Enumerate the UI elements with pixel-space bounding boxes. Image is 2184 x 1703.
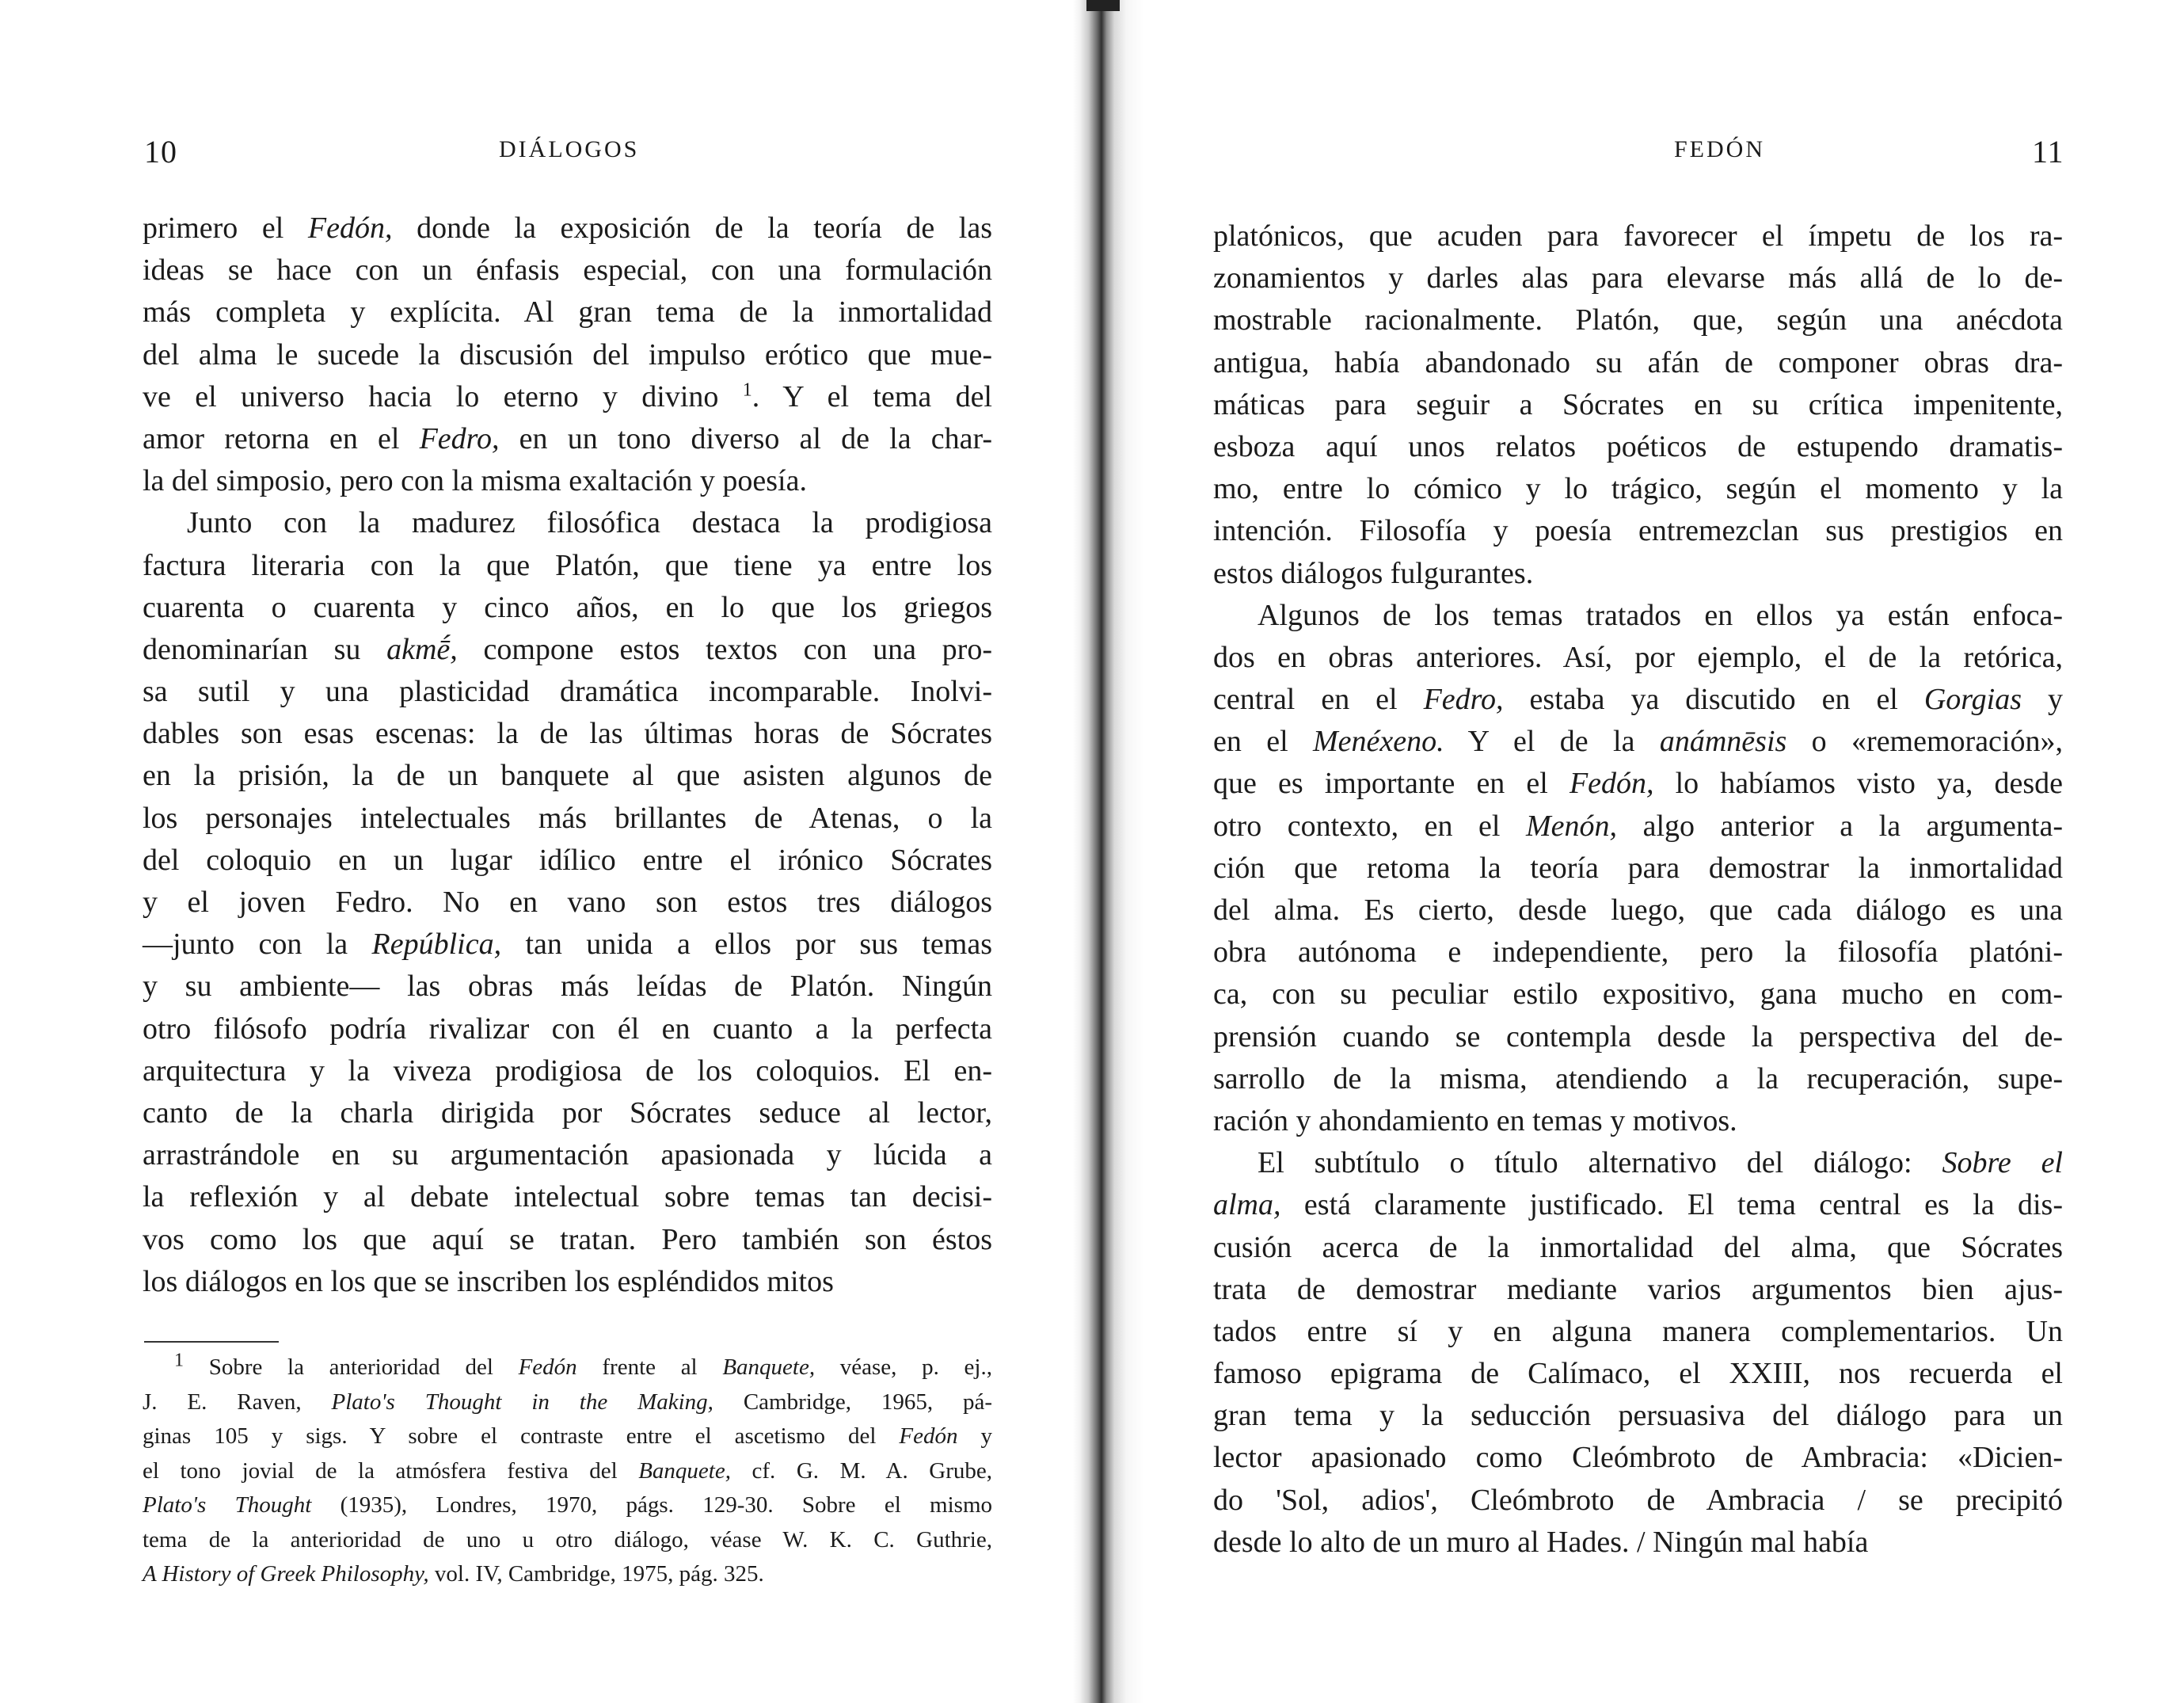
text-run: Fedón, <box>1569 767 1654 801</box>
left-body-text <box>143 208 992 1303</box>
text-run: ción que retoma la teoría para demostrar la inmortalidad <box>1213 851 2063 885</box>
text-run: sa sutil y una plasticidad dramática incomparable. Inolvi- <box>143 675 992 709</box>
text-run: Gorgias <box>1923 683 2022 717</box>
text-line <box>143 291 992 333</box>
text-line <box>1213 342 2063 384</box>
text-run: sarrollo de la misma, atendiendo a la recuperación, supe- <box>1213 1061 2063 1095</box>
text-run: lo habíamos visto ya, desde <box>1653 767 2063 801</box>
text-run: trata de demostrar mediante varios argumentos bien ajus- <box>1213 1272 2063 1306</box>
text-run: más completa y explícita. Al gran tema de la inmortalidad <box>143 295 992 330</box>
text-line <box>1213 848 2063 890</box>
footnote-line <box>143 1419 992 1454</box>
text-run: ración y ahondamiento en temas y motivos. <box>1213 1103 1737 1137</box>
text-run: Plato's Thought in the Making, <box>331 1389 713 1415</box>
text-line <box>1213 763 2063 805</box>
text-run: algo anterior a la argumenta- <box>1617 809 2063 843</box>
footnote-line <box>143 1557 992 1592</box>
text-run: Algunos de los temas tratados en ellos ya están enfoca- <box>1258 598 2063 632</box>
text-line <box>143 924 992 966</box>
text-run: primero el <box>143 211 308 245</box>
text-run: el tono jovial de la atmósfera festiva del <box>143 1457 639 1484</box>
text-line <box>143 1050 992 1092</box>
text-run: dos en obras anteriores. Así, por ejemplo, el de la retórica, <box>1213 640 2063 674</box>
footnote-line <box>143 1351 992 1385</box>
text-run: Banquete, <box>722 1354 816 1380</box>
text-line <box>143 587 992 629</box>
text-run: máticas para seguir a Sócrates en su crítica impenitente, <box>1213 387 2063 421</box>
text-line <box>143 1261 992 1303</box>
text-line <box>1213 1269 2063 1311</box>
text-line <box>1213 1311 2063 1353</box>
text-line <box>143 1176 992 1218</box>
text-run: vol. IV, Cambridge, 1975, pág. 325. <box>428 1561 764 1587</box>
text-line <box>1213 510 2063 552</box>
text-line <box>1213 1100 2063 1142</box>
text-line <box>1213 890 2063 932</box>
text-line <box>143 460 992 502</box>
text-line <box>1213 299 2063 341</box>
text-run: la del simposio, pero con la misma exaltación y poesía. <box>143 464 807 498</box>
text-run: zonamientos y darles alas para elevarse más allá de lo de- <box>1213 261 2063 295</box>
text-run: del alma. Es cierto, desde luego, que cada diálogo es una <box>1213 893 2063 927</box>
right-body-text <box>1213 215 2063 1564</box>
text-run: . Y el tema del <box>751 379 992 413</box>
text-run: Banquete, <box>638 1457 731 1484</box>
footnote-line <box>143 1454 992 1489</box>
text-run: desde lo alto de un muro al Hades. / Ningún mal había <box>1213 1525 1869 1559</box>
text-run: estos diálogos fulgurantes. <box>1213 556 1534 590</box>
text-run: lector apasionado como Cleómbroto de Ambracia: «Dicien- <box>1213 1441 2063 1475</box>
text-run: Sobre el <box>1942 1146 2063 1180</box>
text-run: en el <box>1213 725 1314 759</box>
text-run: tema de la anterioridad de uno u otro diálogo, véase W. K. C. Guthrie, <box>143 1526 992 1553</box>
text-line <box>143 208 992 250</box>
text-line <box>143 671 992 713</box>
text-run: en un tono diverso al de la char- <box>499 421 992 455</box>
text-line <box>143 1092 992 1134</box>
text-run: otro contexto, en el <box>1213 809 1527 843</box>
text-line <box>1213 1184 2063 1226</box>
text-line <box>143 1008 992 1050</box>
text-line <box>1213 553 2063 595</box>
text-run: gran tema y la seducción persuasiva del diálogo para un <box>1213 1399 2063 1433</box>
text-line <box>1213 595 2063 637</box>
text-run: Fedro, <box>419 421 500 455</box>
text-run: tan unida a ellos por sus temas <box>501 928 992 962</box>
text-line <box>143 798 992 840</box>
text-run: y <box>957 1423 992 1449</box>
text-line <box>143 1219 992 1261</box>
text-line <box>1213 1522 2063 1564</box>
footnote <box>143 1351 992 1592</box>
text-run: —junto con la <box>143 928 372 962</box>
text-run: denominarían su <box>143 632 387 666</box>
text-run: dables son esas escenas: la de las últimas horas de Sócrates <box>143 717 992 751</box>
text-run: ve el universo hacia lo eterno y divino <box>143 379 743 413</box>
text-run: 1 <box>742 379 752 401</box>
text-line <box>1213 257 2063 299</box>
text-run: del coloquio en un lugar idílico entre el irónico Sócrates <box>143 843 992 877</box>
text-run: central en el <box>1213 683 1424 717</box>
text-run: los personajes intelectuales más brillantes de Atenas, o la <box>143 801 992 835</box>
text-line <box>1213 806 2063 848</box>
text-run: arrastrándole en su argumentación apasionada y lúcida a <box>143 1138 992 1172</box>
text-run: akmḗ, <box>386 632 458 666</box>
text-run: estaba ya discutido en el <box>1503 683 1924 717</box>
running-head: DIÁLOGOS <box>499 136 640 162</box>
text-run: otro filósofo podría rivalizar con él en cuanto a la perfecta <box>143 1012 992 1046</box>
footnote-line <box>143 1488 992 1523</box>
text-line <box>1213 1395 2063 1437</box>
text-run: Y el de la <box>1444 725 1660 759</box>
text-run: canto de la charla dirigida por Sócrates seduce al lector, <box>143 1095 992 1130</box>
text-run: Menón, <box>1526 809 1618 843</box>
text-line <box>143 502 992 544</box>
text-line <box>1213 384 2063 426</box>
text-run: donde la exposición de la teoría de las <box>392 211 993 245</box>
text-line <box>143 882 992 924</box>
text-run: factura literaria con la que Platón, que tiene ya entre los <box>143 548 992 582</box>
text-run: cuarenta o cuarenta y cinco años, en lo que los griegos <box>143 590 992 624</box>
text-line <box>143 418 992 460</box>
text-run: los diálogos en los que se inscriben los espléndidos mitos <box>143 1264 834 1298</box>
text-run: anámnēsis <box>1659 725 1787 759</box>
footnote-rule <box>144 1341 279 1343</box>
text-run: y el joven Fedro. No en vano son estos tres diálogos <box>143 886 992 919</box>
text-line <box>1213 721 2063 763</box>
text-run: ideas se hace con un énfasis especial, con una formulación <box>143 253 992 288</box>
text-run: Menéxeno. <box>1313 725 1444 759</box>
text-run: mostrable racionalmente. Platón, que, según una anécdota <box>1213 303 2063 337</box>
text-run: Plato's Thought <box>143 1492 312 1518</box>
right-page <box>1140 0 2184 1703</box>
text-line <box>1213 215 2063 257</box>
text-line <box>143 629 992 671</box>
text-run: ca, con su peculiar estilo expositivo, gana mucho en com- <box>1213 977 2063 1012</box>
text-run: Cambridge, 1965, pá- <box>713 1389 993 1415</box>
text-line <box>143 376 992 418</box>
text-run: compone estos textos con una pro- <box>457 632 992 666</box>
text-run: República, <box>371 928 502 962</box>
text-line <box>143 713 992 755</box>
text-run: véase, p. ej., <box>815 1354 992 1380</box>
text-line <box>143 545 992 587</box>
text-run: A History of Greek Philosophy, <box>143 1561 429 1587</box>
text-run: tados entre sí y en alguna manera complementarios. Un <box>1213 1314 2063 1348</box>
text-run: prensión cuando se contempla desde la perspectiva del de- <box>1213 1019 2063 1053</box>
text-run: la reflexión y al debate intelectual sobre temas tan decisi- <box>143 1180 992 1214</box>
text-line <box>1213 1227 2063 1269</box>
text-run: y su ambiente— las obras más leídas de Platón. Ningún <box>143 970 992 1004</box>
text-run: Fedón <box>518 1354 577 1380</box>
text-run: está claramente justificado. El tema central es la dis- <box>1280 1188 2063 1222</box>
text-line <box>1213 1437 2063 1479</box>
text-run: o «rememoración», <box>1786 725 2063 759</box>
text-line <box>1213 679 2063 721</box>
page-number: 10 <box>144 134 177 170</box>
text-run: que es importante en el <box>1213 767 1570 801</box>
text-line <box>143 840 992 882</box>
running-head: FEDÓN <box>1674 136 1766 162</box>
page-number: 11 <box>2032 134 2064 170</box>
text-line <box>1213 932 2063 973</box>
text-run: cusión acerca de la inmortalidad del alma, que Sócrates <box>1213 1230 2063 1264</box>
text-line <box>1213 1016 2063 1058</box>
text-run: mo, entre lo cómico y lo trágico, según el momento y la <box>1213 472 2063 506</box>
footnote-line <box>143 1385 992 1420</box>
text-run: amor retorna en el <box>143 421 420 455</box>
text-line <box>1213 468 2063 510</box>
text-run: obra autónoma e independiente, pero la filosofía platóni- <box>1213 935 2063 970</box>
text-run: antigua, había abandonado su afán de componer obras dra- <box>1213 345 2063 379</box>
text-line <box>143 1134 992 1176</box>
text-run: ginas 105 y sigs. Y sobre el contraste entre el ascetismo del <box>143 1423 900 1449</box>
text-line <box>1213 637 2063 679</box>
text-run: El subtítulo o título alternativo del diálogo: <box>1258 1146 1942 1180</box>
text-run: en la prisión, la de un banquete al que asisten algunos de <box>143 759 992 793</box>
text-line <box>1213 426 2063 468</box>
text-run: vos como los que aquí se tratan. Pero también son éstos <box>143 1222 992 1256</box>
text-line <box>1213 1480 2063 1522</box>
text-run: (1935), Londres, 1970, págs. 129-30. Sobre el mismo <box>311 1492 992 1518</box>
text-run: 1 <box>174 1350 184 1371</box>
text-line <box>1213 1142 2063 1184</box>
text-line <box>143 250 992 291</box>
text-line <box>1213 973 2063 1015</box>
footnote-line <box>143 1523 992 1558</box>
text-run: arquitectura y la viveza prodigiosa de los coloquios. El en- <box>143 1053 992 1088</box>
text-line <box>143 966 992 1008</box>
text-line <box>1213 1353 2063 1395</box>
text-run: Fedón <box>899 1423 958 1449</box>
text-run: Sobre la anterioridad del <box>184 1354 519 1380</box>
text-run: Fedro, <box>1423 683 1504 717</box>
text-run: platónicos, que acuden para favorecer el ímpetu de los ra- <box>1213 219 2063 253</box>
text-line <box>143 755 992 797</box>
text-line <box>143 334 992 376</box>
text-run: frente al <box>576 1354 723 1380</box>
text-run: Junto con la madurez filosófica destaca la prodigiosa <box>187 506 992 540</box>
text-run: Fedón, <box>307 211 393 245</box>
text-run: alma, <box>1213 1188 1281 1222</box>
text-run: intención. Filosofía y poesía entremezclan sus prestigios en <box>1213 514 2063 548</box>
text-run: do 'Sol, adios', Cleómbroto de Ambracia / se precipitó <box>1213 1483 2063 1517</box>
text-run: esboza aquí unos relatos poéticos de estupendo dramatis- <box>1213 429 2063 463</box>
text-run: y <box>2022 683 2063 717</box>
text-line <box>1213 1058 2063 1100</box>
text-run: cf. G. M. A. Grube, <box>730 1457 993 1484</box>
text-run: del alma le sucede la discusión del impulso erótico que mue- <box>143 337 992 371</box>
text-run: J. E. Raven, <box>143 1389 332 1415</box>
text-run: famoso epigrama de Calímaco, el XXIII, nos recuerda el <box>1213 1357 2063 1391</box>
